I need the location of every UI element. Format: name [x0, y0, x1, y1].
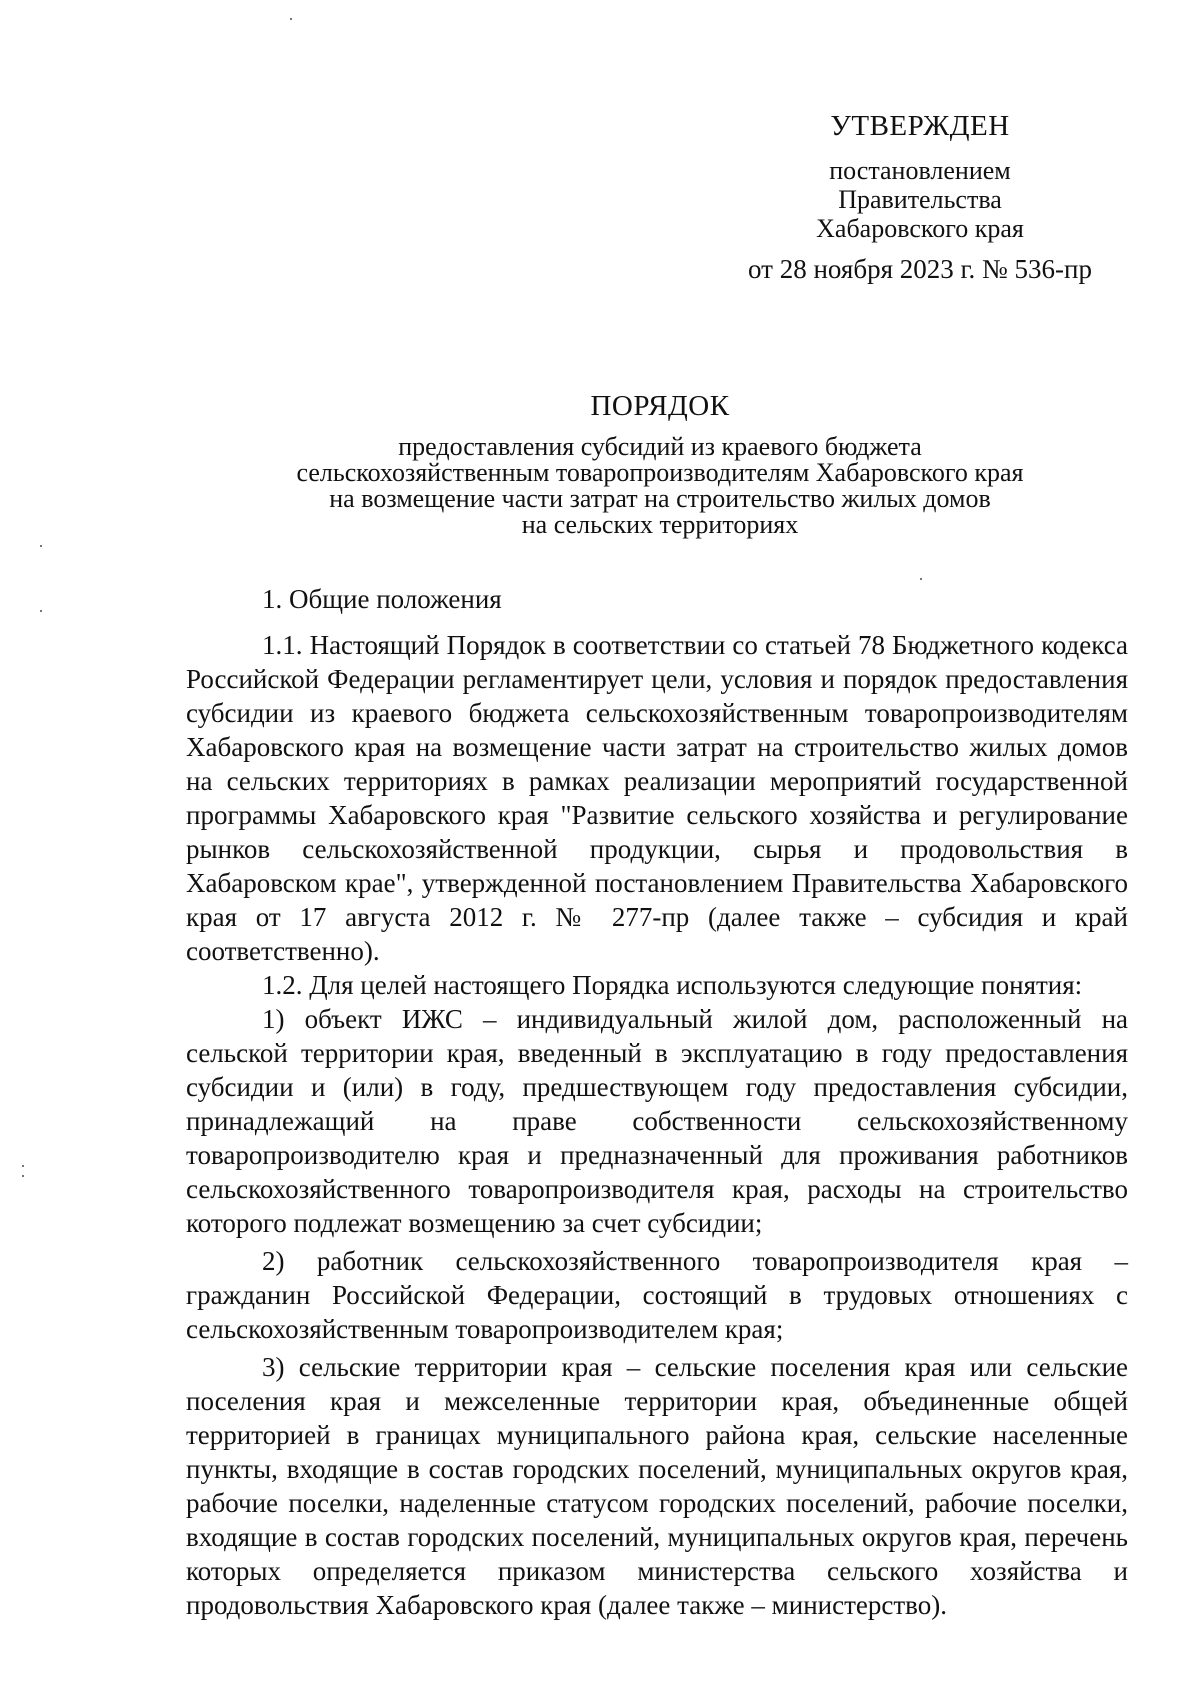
approval-line-3: Хабаровского края — [816, 214, 1024, 243]
scan-speck — [22, 1175, 24, 1177]
paragraph-1-1: 1.1. Настоящий Порядок в соответствии со статьей 78 Бюджетного кодекса Российской Федерации регламентирует цели, условия и порядок предоставления субсидии из краевого бюджета сельскохозяйственным товаропроизводителям Хабаровского края на возмещение части затрат на строительство жилых домов на сельских территориях в рамках реализации мероприятий государственной программы Хабаровского края "Развитие сельского хозяйства и регулирование рынков сельскохозяйственной продукции, сырья и продовольствия в Хабаровском крае", утвержденной постановлением Правительства Хабаровского края от 17 августа 2012 г. № 277-пр (далее также – субсидия и край соответственно). — [186, 630, 1128, 966]
scan-speck — [40, 610, 42, 612]
list-item-2: 2) работник сельскохозяйственного товаропроизводителя края – гражданин Российской Федерации, состоящий в трудовых отношениях с сельскохозяйственным товаропроизводителем края; — [186, 1246, 1128, 1344]
paragraph-1-2: 1.2. Для целей настоящего Порядка используются следующие понятия: — [262, 970, 1083, 1000]
approval-line-1: постановлением — [829, 156, 1011, 185]
scan-speck — [40, 545, 42, 547]
approval-heading: УТВЕРЖДЕН — [830, 110, 1010, 142]
document-subtitle-line-4: на сельских территориях — [521, 510, 799, 539]
approval-date: от 28 ноября 2023 г. № 536-пр — [748, 254, 1092, 284]
document-title: ПОРЯДОК — [590, 390, 730, 422]
list-item-3: 3) сельские территории края – сельские поселения края или сельские поселения края и межселенные территории края, объединенные общей территорией в границах муниципального района края, сельские населенные пункты, входящие в состав городских поселений, муниципальных округов края, рабочие поселки, наделенные статусом городских поселений, рабочие поселки, входящие в состав городских поселений, муниципальных округов края, перечень которых определяется приказом министерства сельского хозяйства и продовольствия Хабаровского края (далее также – министерство). — [186, 1352, 1128, 1620]
document-body — [186, 582, 1128, 1622]
scan-speck — [920, 578, 922, 580]
scan-speck — [22, 1165, 24, 1167]
document-subtitle-line-2: сельскохозяйственным товаропроизводителям Хабаровского края — [296, 458, 1024, 487]
document-subtitle-line-3: на возмещение части затрат на строительство жилых домов — [329, 484, 991, 513]
document-title-block — [180, 388, 1140, 538]
list-item-1: 1) объект ИЖС – индивидуальный жилой дом, расположенный на сельской территории края, введенный в эксплуатацию в году предоставления субсидии и (или) в году, предшествующем году предоставления субсидии, принадлежащий на праве собственности сельскохозяйственному товаропроизводителю края и предназначенный для проживания работников сельскохозяйственного товаропроизводителя края, расходы на строительство которого подлежат возмещению за счет субсидии; — [186, 1004, 1128, 1238]
approval-stamp-block — [720, 108, 1120, 285]
approval-line-2: Правительства — [838, 185, 1002, 214]
scan-speck — [290, 18, 292, 20]
document-subtitle-line-1: предоставления субсидий из краевого бюджета — [398, 432, 922, 461]
section-heading: 1. Общие положения — [262, 584, 502, 614]
